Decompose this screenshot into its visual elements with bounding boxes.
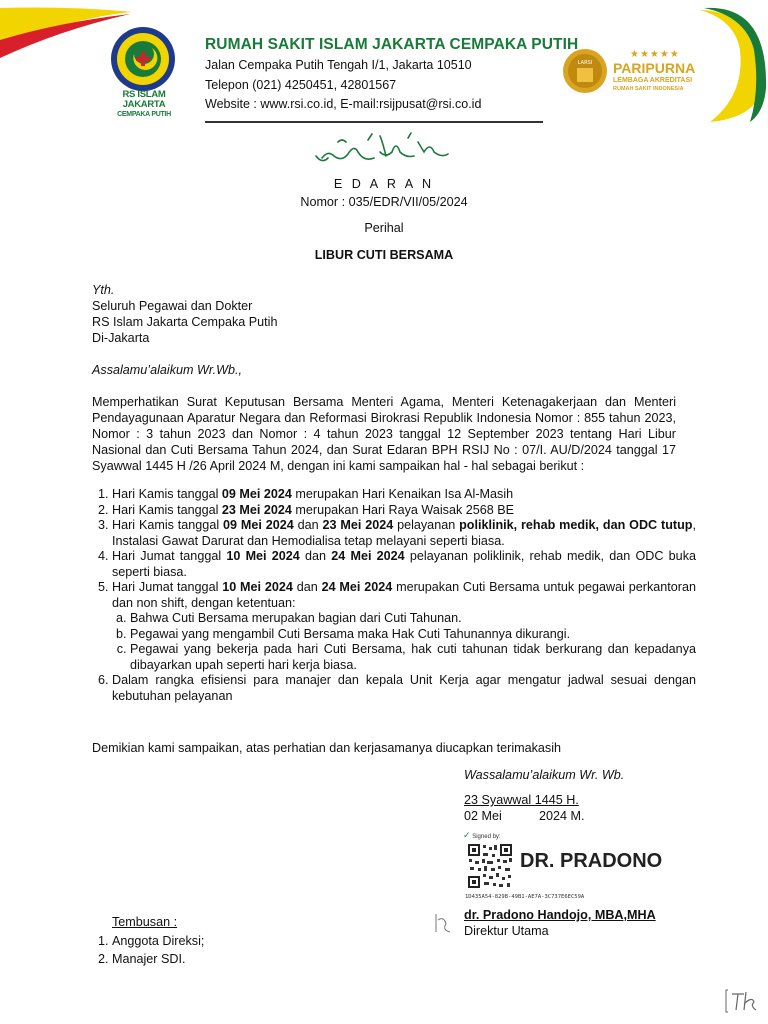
item-text: merupakan Hari Raya Waisak 2568 BE [291,502,515,517]
list-item [112,503,696,519]
doc-number: Nomor : 035/EDR/VII/05/2024 [300,195,468,209]
accreditation-line1: LEMBAGA AKREDITASI [613,77,693,84]
perihal-label: Perihal [364,221,404,235]
tembusan-item: 1. Anggota Direksi; [112,932,204,950]
tembusan-label: Tembusan : [112,915,178,929]
item-text: merupakan Hari Kenaikan Isa Al-Masih [291,487,514,501]
addressee-line2: RS Islam Jakarta Cempaka Putih [92,315,278,329]
hospital-logo [104,24,182,94]
list-item: 6. Dalam rangka efisiensi para manajer dan kepala Unit Kerja agar mengatur jadwal sesuai dengan kebutuhan pelayanan [112,673,696,704]
hospital-address: Jalan Cempaka Putih Tengah I/1, Jakarta 10510 [205,58,472,72]
addressee-line3: Di-Jakarta [92,331,150,345]
tembusan-item: 2. Manajer SDI. [112,950,204,968]
basmalah-calligraphy-icon [308,128,458,168]
item-date: 23 Mei 2024 [322,518,394,532]
item-text: Hari Kamis tanggal [112,502,222,517]
item-text: , Instalasi Gawat Darurat dan Hemodialisa tetap melayani seperti biasa. [112,518,696,548]
list-item [112,518,696,549]
accreditation-stars: ★★★★★ [630,49,680,60]
corner-initial-mark-icon [722,986,762,1016]
hospital-phone: Telepon (021) 4250451, 42801567 [205,78,397,92]
signer-name: dr. Pradono Handojo, MBA,MHA [464,908,656,922]
list-item [112,487,696,503]
item-date: 23 Mei 2024 [221,502,292,517]
item-text: pelayanan [393,518,460,532]
date-masehi-year: 2024 M. [539,809,585,823]
logo-caption-line1: RS ISLAM JAKARTA [122,89,166,110]
accreditation-seal-icon [562,48,608,94]
accreditation-line2: RUMAH SAKIT INDONESIA [613,86,684,92]
accreditation-title: PARIPURNA [613,60,696,76]
ketentuan-sublist [112,611,696,673]
doc-type: E D A R A N [333,177,435,191]
check-icon: ✓ [463,830,471,840]
closing-salam: Wassalamu’alaikum Wr. Wb. [464,768,625,782]
item-text: Hari Kamis tanggal [112,487,222,501]
ketentuan-list [92,487,696,704]
signer-big-name: DR. PRADONO [520,850,663,872]
signer-title: Direktur Utama [464,924,549,938]
item-date: 10 Mei 2024 [226,549,300,563]
item-text: dan [293,518,323,532]
logo-caption [104,90,184,120]
corner-swoosh-right [690,0,768,125]
intro-paragraph: Memperhatikan Surat Keputusan Bersama Menteri Agama, Menteri Ketenagakerjaan dan Menteri Pendayagunaan Aparatur Negara dan Reformasi Birokrasi Republik Indonesia Nomor : 855 tahun 2023, Nomor : 3 tahun 2023 dan Nomor : 4 tahun 2023 tanggal 12 September 2023 tentang Hari Libur Nasional dan Cuti Bersama Tahun 2024, dan Surat Edaran BPH RSIJ No : 07/I. AU/D/2024 tanggal 17 Syawwal 1445 H /26 April 2024 M, dengan ini kami sampaikan hal - hal sebagai berikut : [92,395,676,473]
hospital-website: Website : www.rsi.co.id, E-mail:rsijpusat@rsi.co.id [205,97,482,111]
accreditation-seal-text: LARSI [577,60,593,66]
item-date: 09 Mei 2024 [221,487,292,501]
doc-subject: LIBUR CUTI BERSAMA [314,248,454,262]
item-text: Hari Jumat tanggal [112,580,223,594]
list-item [112,580,696,673]
date-masehi-day: 02 Mei [464,809,502,823]
item-text: pelayanan poliklinik, rehab medik, dan ODC buka seperti biasa. [112,549,696,579]
sublist-item: b. Pegawai yang mengambil Cuti Bersama maka Hak Cuti Tahunannya dikurangi. [130,627,696,643]
item-date: 09 Mei 2024 [222,518,294,532]
date-hijri: 23 Syawwal 1445 H. [464,793,579,807]
signature-qr-code-icon [467,843,513,889]
item-text: dan [292,580,322,594]
list-item [112,549,696,580]
sublist-item: a. Bahwa Cuti Bersama merupakan bagian dari Cuti Tahunan. [130,611,696,627]
item-text: Hari Kamis tanggal [112,518,223,532]
item-emphasis: poliklinik, rehab medik, dan ODC tutup [459,518,693,532]
signed-by-text: Signed by: [472,834,501,840]
addressee-line1: Seluruh Pegawai dan Dokter [92,299,253,313]
item-text: dan [299,549,332,563]
item-date: 24 Mei 2024 [331,549,405,563]
item-date: 24 Mei 2024 [321,580,393,594]
item-text: Hari Jumat tanggal [112,549,227,563]
sublist-item: c. Pegawai yang bekerja pada hari Cuti Bersama, hak cuti tahunan tidak berkurang dan kepadanya dibayarkan upah seperti hari kerja biasa. [130,642,696,673]
closing-sentence: Demikian kami sampaikan, atas perhatian dan kerjasamanya diucapkan terimakasih [92,741,562,755]
logo-caption-line2: CEMPAKA PUTIH [117,111,171,118]
hospital-name: RUMAH SAKIT ISLAM JAKARTA CEMPAKA PUTIH [205,36,579,53]
header-divider [205,121,543,123]
signed-by-label [463,830,501,841]
greeting: Assalamu’alaikum Wr.Wb., [92,363,242,377]
item-date: 10 Mei 2024 [222,580,293,594]
addressee-yth: Yth. [92,283,115,297]
initial-scribble-icon [432,910,454,936]
signature-hash: 1D435A54-829B-49B1-AE7A-3C737E6EC59A [465,894,585,900]
item-text: merupakan Cuti Bersama untuk pegawai perkantoran dan non shift, dengan ketentuan: [112,580,696,610]
tembusan-list [92,932,204,968]
